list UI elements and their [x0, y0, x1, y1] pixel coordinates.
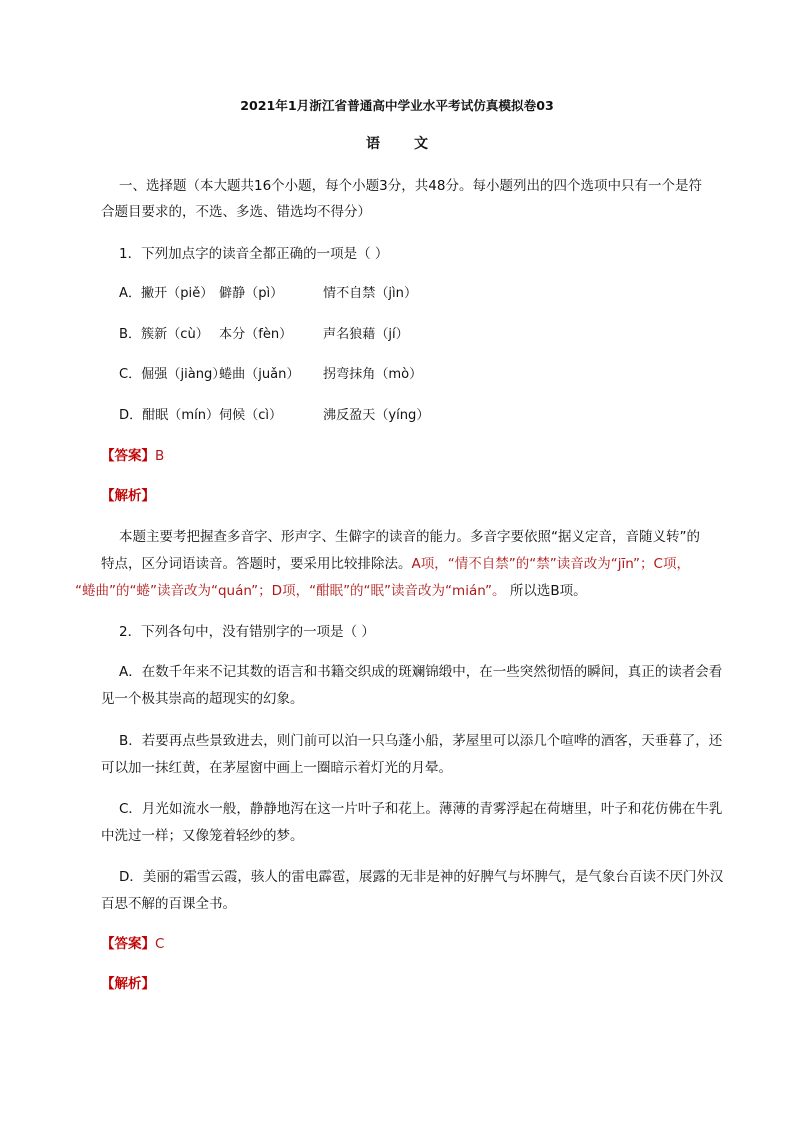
q1-option-b-word-1: B．簇新（cù）: [119, 327, 209, 342]
q1-option-b-word-3: 声名狼藉（jí）: [323, 327, 409, 342]
subject-char-1: 语: [365, 136, 380, 152]
answer-tag: 【答案】: [101, 448, 155, 464]
q2-option-c-line-2: 中洗过一样；又像笼着轻纱的梦。: [101, 828, 304, 844]
q1-analysis-line-2-highlight: A项，“情不自禁”的“禁”读音改为“jīn”；C项，: [411, 556, 690, 572]
section-instructions-line-2: 合题目要求的，不选、多选、错选均不得分）: [101, 204, 371, 220]
q2-option-b-line-1: B．若要再点些景致进去，则门前可以泊一只乌蓬小船，茅屋里可以添几个喧哗的酒客，天垂暮了，还: [119, 733, 723, 749]
answer-value: C: [155, 936, 165, 952]
section-instructions-line-1: 一、选择题（本大题共16个小题，每个小题3分，共48分。每小题列出的四个选项中只有一个是符: [119, 178, 702, 194]
q1-answer: [101, 446, 164, 466]
q1-option-c-word-1: C．倔强（jiàng）: [119, 367, 226, 382]
q2-option-d-line-1: D．美丽的霜雪云霞，骇人的雷电霹雹，展露的无非是神的好脾气与坏脾气，是气象台百读不厌门外汉: [119, 869, 724, 885]
q1-analysis-line-1: 本题主要考把握查多音字、形声字、生僻字的读音的能力。多音字要依照“据义定音，音随义转”的: [119, 529, 700, 545]
q1-option-c-word-2: 蜷曲（juǎn）: [219, 367, 300, 382]
q1-analysis-line-3-highlight: “蜷曲”的“蜷”读音改为“quán”；D项，“酣眠”的“眠”读音改为“mián”。: [75, 583, 506, 599]
q2-option-a-line-1: A．在数千年来不记其数的语言和书籍交织成的斑斓锦缎中，在一些突然彻悟的瞬间，真正的读者会看: [119, 664, 723, 680]
q2-option-c-line-1: C．月光如流水一般，静静地泻在这一片叶子和花上。薄薄的青雾浮起在荷塘里，叶子和花仿佛在牛乳: [119, 801, 723, 817]
answer-value: B: [155, 448, 165, 464]
q2-analysis-tag: 【解析】: [101, 976, 155, 992]
question-2-stem: 2．下列各句中，没有错别字的一项是（ ）: [119, 624, 375, 640]
q1-option-a-word-2: 僻静（pì）: [219, 286, 284, 301]
q1-option-d-word-3: 沸反盈天（yíng）: [323, 408, 430, 423]
subject-heading: [0, 134, 794, 154]
q2-answer: [101, 934, 164, 954]
q1-option-b-word-2: 本分（fèn）: [219, 327, 293, 342]
q1-option-c-word-3: 拐弯抹角（mò）: [323, 367, 423, 382]
exam-title: 2021年1月浙江省普通高中学业水平考试仿真模拟卷03: [240, 98, 554, 113]
answer-tag: 【答案】: [101, 936, 155, 952]
q1-analysis-line-2-text: 特点，区分词语读音。答题时，要采用比较排除法。: [101, 556, 412, 572]
subject-char-2: 文: [414, 136, 429, 152]
q1-analysis-line-3-text: 所以选B项。: [505, 583, 587, 599]
q1-analysis-tag: 【解析】: [101, 488, 155, 504]
q2-option-a-line-2: 见一个极其崇高的超现实的幻象。: [101, 691, 304, 707]
q1-analysis-line-2: [101, 554, 690, 574]
q1-analysis-line-3: [75, 581, 587, 601]
q1-option-a-word-3: 情不自禁（jìn）: [323, 286, 418, 301]
q1-option-d-word-1: D．酣眠（mín）: [119, 408, 220, 423]
q1-option-d-word-2: 伺候（cì）: [219, 408, 283, 423]
question-1-stem: 1．下列加点字的读音全都正确的一项是（ ）: [119, 246, 389, 262]
q1-option-a-word-1: A．撇开（piě）: [119, 286, 214, 301]
q2-option-b-line-2: 可以加一抹红黄，在茅屋窗中画上一圈暗示着灯光的月晕。: [101, 760, 452, 776]
q2-option-d-line-2: 百思不解的百课全书。: [101, 896, 236, 912]
